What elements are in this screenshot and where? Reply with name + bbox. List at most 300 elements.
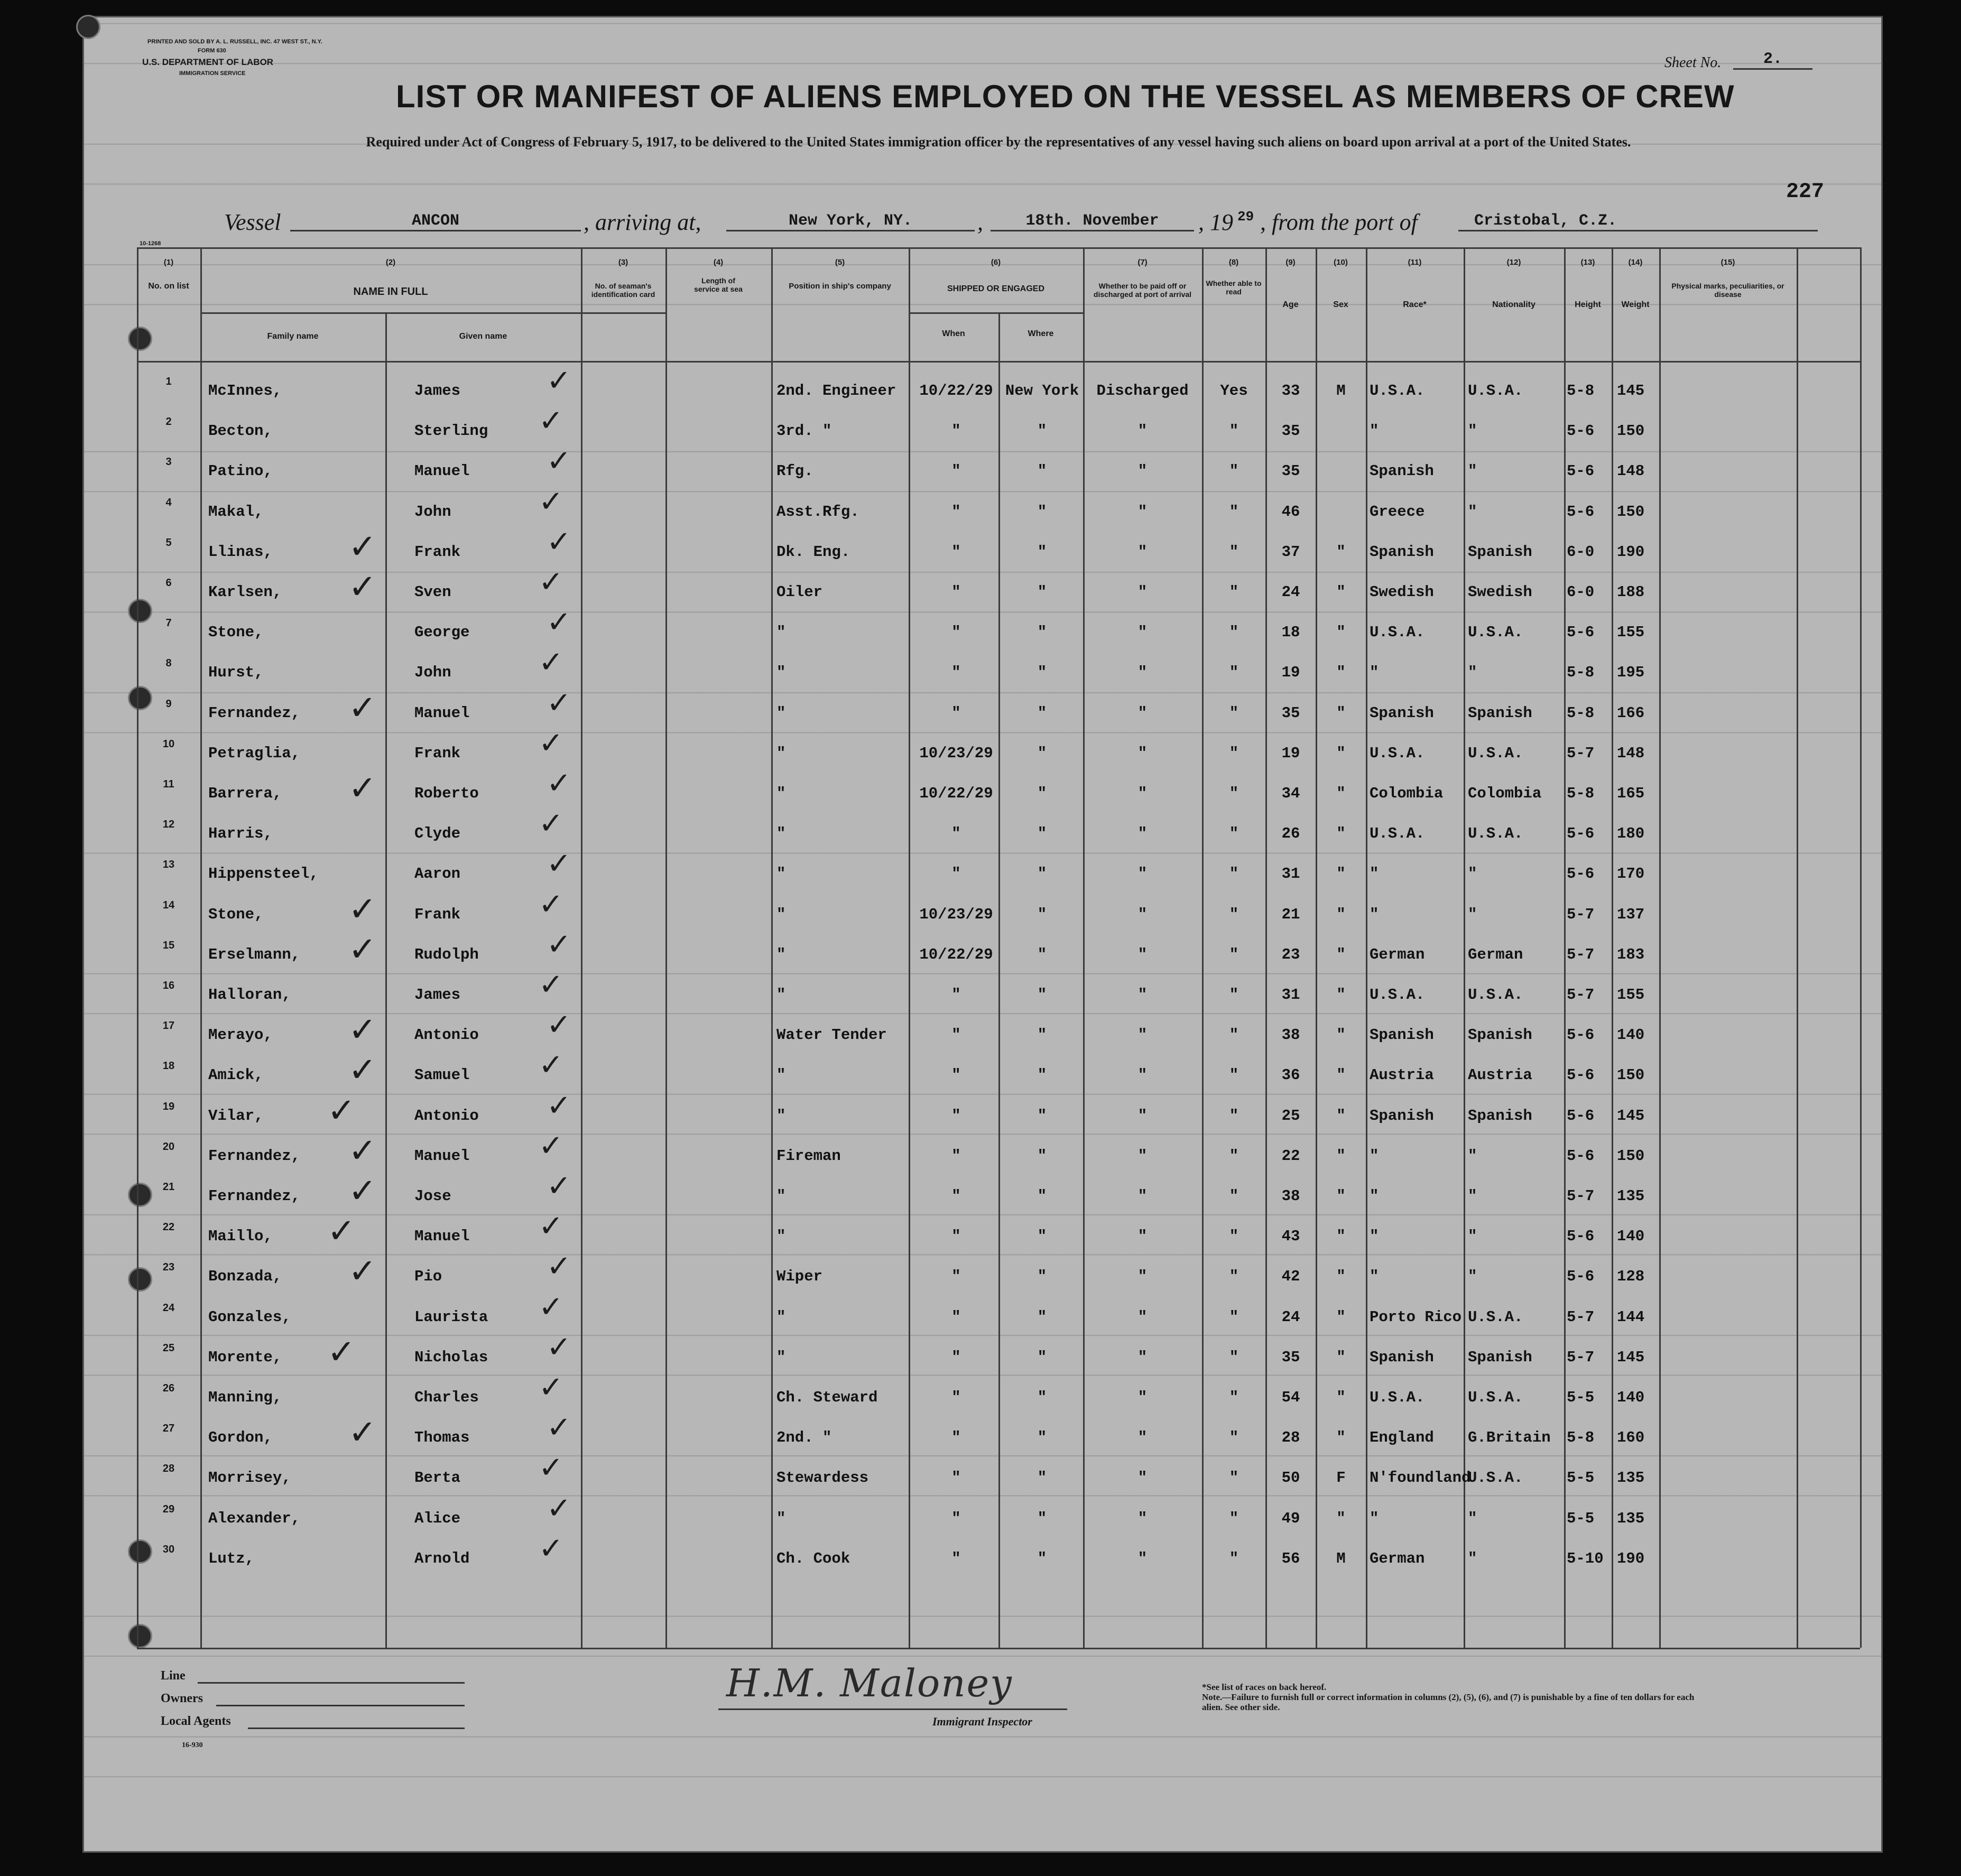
requirement-text: Required under Act of Congress of February 5, 1917, to be delivered to the United States immigration officer by the representatives of any vessel having such aliens on board upon arrival at a port of the United States. [366,134,1631,150]
position: Rfg. [776,462,813,480]
able-to-read: " [1229,744,1239,762]
paid-off: " [1137,624,1148,642]
shipped-when: 10/22/29 [919,945,993,963]
race: " [1370,905,1379,923]
weight: 166 [1617,704,1645,722]
height: 5-6 [1567,1066,1595,1084]
weight: 144 [1617,1308,1645,1326]
position: " [776,785,786,802]
nationality: " [1468,422,1477,440]
check-mark-icon: ✓ [539,1048,563,1083]
nationality: Spanish [1468,704,1532,722]
height: 5-6 [1567,825,1595,843]
family-name: Fernandez, [208,704,301,722]
position: Ch. Steward [776,1389,878,1406]
sex: " [1336,1348,1346,1366]
shipped-when: " [951,704,961,722]
shipped-when: " [951,422,961,440]
family-name: Fernandez, [208,1147,301,1165]
weight: 165 [1617,785,1645,802]
shipped-where: " [1037,462,1047,480]
nationality: U.S.A. [1468,1469,1523,1487]
col-2-label: NAME IN FULL [353,286,428,298]
position: " [776,1228,786,1246]
nationality: Spanish [1468,1348,1532,1366]
sex: M [1336,1549,1346,1567]
paid-off: " [1137,1549,1148,1567]
col-4-label: Length of service at sea [694,276,743,293]
shipped-when: " [951,1228,961,1246]
shipped-where: " [1037,1268,1047,1286]
family-name: Llinas, [208,543,273,561]
col-9-label: Age [1282,300,1299,309]
age: 18 [1281,624,1300,642]
paid-off: " [1137,1469,1148,1487]
check-mark-icon: ✓ [327,1091,356,1130]
paid-off: " [1137,1308,1148,1326]
shipped-when: " [951,1389,961,1406]
age: 42 [1281,1268,1300,1286]
family-name: Maillo, [208,1228,273,1246]
age: 38 [1281,1026,1300,1044]
given-name: Pio [414,1268,442,1286]
shipped-where: " [1037,1509,1047,1527]
given-name: Frank [414,543,461,561]
check-mark-icon: ✓ [539,806,563,841]
age: 35 [1281,1348,1300,1366]
position: " [776,905,786,923]
check-mark-icon: ✓ [547,1410,571,1445]
shipped-when: " [951,1107,961,1125]
row-number: 29 [162,1503,175,1515]
able-to-read: " [1229,905,1239,923]
height: 5-6 [1567,503,1595,521]
given-name: Frank [414,905,461,923]
able-to-read: " [1229,1187,1239,1205]
shipped-when: 10/23/29 [919,905,993,923]
form-number: FORM 630 [198,48,226,54]
position: " [776,825,786,843]
able-to-read: " [1229,1268,1239,1286]
given-name: Berta [414,1469,461,1487]
age: 19 [1281,664,1300,682]
shipped-when: 10/23/29 [919,744,993,762]
given-name: Frank [414,744,461,762]
family-name: Stone, [208,905,264,923]
age: 31 [1281,986,1300,1004]
sex: " [1336,945,1346,963]
col-13-number: (13) [1580,258,1595,267]
col-10-label: Sex [1333,300,1348,309]
row-number: 21 [162,1181,175,1193]
shipped-where: New York [1005,382,1079,400]
position: Wiper [776,1268,823,1286]
col-6-number: (6) [991,258,1001,267]
sex: " [1336,1509,1346,1527]
check-mark-icon: ✓ [539,1289,563,1324]
age: 21 [1281,905,1300,923]
nationality: Spanish [1468,1107,1532,1125]
sex: " [1336,583,1346,601]
height: 5-6 [1567,1268,1595,1286]
given-name: Sterling [414,422,488,440]
race: Spanish [1370,1107,1434,1125]
check-mark-icon: ✓ [348,568,377,607]
race: U.S.A. [1370,744,1425,762]
able-to-read: " [1229,1147,1239,1165]
able-to-read: " [1229,624,1239,642]
sex: M [1336,382,1346,400]
given-name: Antonio [414,1107,479,1125]
paid-off: " [1137,462,1148,480]
check-mark-icon: ✓ [547,364,571,398]
height: 5-8 [1567,1429,1595,1447]
inspector-signature: H.M. Maloney [726,1661,1013,1705]
check-mark-icon: ✓ [539,645,563,680]
race: German [1370,945,1425,963]
sex: " [1336,1389,1346,1406]
row-number: 3 [165,456,172,468]
nationality: U.S.A. [1468,624,1523,642]
check-mark-icon: ✓ [348,527,377,566]
position: " [776,986,786,1004]
paid-off: " [1137,1026,1148,1044]
check-mark-icon: ✓ [547,1008,571,1043]
nationality: U.S.A. [1468,1308,1523,1326]
position: " [776,1348,786,1366]
sheet-number: 2. [1733,50,1812,70]
shipped-where: " [1037,1549,1047,1567]
given-name: Thomas [414,1429,470,1447]
weight: 135 [1617,1187,1645,1205]
given-name: Alice [414,1509,461,1527]
weight: 140 [1617,1228,1645,1246]
sex: " [1336,664,1346,682]
punch-hole [128,1267,152,1292]
punch-hole [128,1183,152,1207]
race: Spanish [1370,1026,1434,1044]
paid-off: " [1137,583,1148,601]
check-mark-icon: ✓ [348,889,377,929]
nationality: " [1468,1509,1477,1527]
department-name: U.S. DEPARTMENT OF LABOR [142,57,274,67]
penalty-footnote: Note.—Failure to furnish full or correct information in columns (2), (5), (6), and (7) is punishable by a fine of ten dollars for each alien. See other side. [1202,1692,1695,1712]
arrival-date: 18th. November [991,212,1194,231]
row-number: 6 [165,577,172,589]
check-mark-icon: ✓ [547,524,571,559]
paid-off: " [1137,1187,1148,1205]
given-name: Manuel [414,462,470,480]
nationality: Colombia [1468,785,1542,802]
shipped-where: " [1037,825,1047,843]
from-label: , from the port of [1260,209,1418,235]
row-number: 2 [165,416,172,428]
nationality: " [1468,1187,1477,1205]
shipped-where: " [1037,503,1047,521]
printer-credit: PRINTED AND SOLD BY A. L. RUSSELL, INC. 47 WEST ST., N.Y. [147,39,322,45]
age: 34 [1281,785,1300,802]
family-name: Halloran, [208,986,291,1004]
check-mark-icon: ✓ [539,1128,563,1163]
sex: " [1336,1147,1346,1165]
check-mark-icon: ✓ [547,1491,571,1526]
nationality: German [1468,945,1523,963]
arriving-port: New York, NY. [726,212,975,231]
height: 5-10 [1567,1549,1604,1567]
col-5-label: Position in ship's company [789,282,891,291]
race: " [1370,1228,1379,1246]
inspector-label: Immigrant Inspector [932,1715,1032,1728]
shipped-when: " [951,664,961,682]
given-name: John [414,503,451,521]
check-mark-icon: ✓ [348,1172,377,1211]
nationality: " [1468,1268,1477,1286]
row-number: 28 [162,1463,175,1475]
shipped-when: " [951,503,961,521]
height: 5-7 [1567,986,1595,1004]
check-mark-icon: ✓ [348,1131,377,1171]
row-number: 13 [162,859,175,871]
age: 19 [1281,744,1300,762]
weight: 135 [1617,1509,1645,1527]
shipped-when: " [951,1469,961,1487]
check-mark-icon: ✓ [539,1531,563,1566]
able-to-read: " [1229,462,1239,480]
weight: 195 [1617,664,1645,682]
paid-off: " [1137,664,1148,682]
able-to-read: " [1229,1107,1239,1125]
weight: 140 [1617,1389,1645,1406]
age: 38 [1281,1187,1300,1205]
col-7-number: (7) [1137,258,1148,267]
small-code: 10-1268 [140,240,161,247]
given-name: Laurista [414,1308,488,1326]
family-name: Alexander, [208,1509,301,1527]
age: 35 [1281,704,1300,722]
sex: " [1336,1066,1346,1084]
age: 22 [1281,1147,1300,1165]
nationality: " [1468,865,1477,883]
given-name: Manuel [414,1147,470,1165]
departure-port: Cristobal, C.Z. [1458,212,1818,231]
race: U.S.A. [1370,986,1425,1004]
race: Austria [1370,1066,1434,1084]
col-1-number: (1) [163,258,174,267]
row-number: 9 [165,698,172,710]
given-name: Jose [414,1187,451,1205]
paid-off: " [1137,1107,1148,1125]
shipped-where: " [1037,744,1047,762]
shipped-when: " [951,1187,961,1205]
line-label: Line [161,1669,186,1683]
given-name: John [414,664,451,682]
height: 5-6 [1567,422,1595,440]
nationality: U.S.A. [1468,1389,1523,1406]
shipped-where: " [1037,905,1047,923]
given-name: Arnold [414,1549,470,1567]
sex: " [1336,1429,1346,1447]
paid-off: " [1137,1348,1148,1366]
weight: 148 [1617,744,1645,762]
position: " [776,704,786,722]
service-name: IMMIGRATION SERVICE [179,70,246,77]
sex: " [1336,744,1346,762]
weight: 160 [1617,1429,1645,1447]
race: U.S.A. [1370,624,1425,642]
nationality: " [1468,1228,1477,1246]
race: U.S.A. [1370,382,1425,400]
race: Spanish [1370,1348,1434,1366]
row-number: 8 [165,657,172,670]
check-mark-icon: ✓ [539,484,563,519]
family-name: Vilar, [208,1107,264,1125]
able-to-read: " [1229,1549,1239,1567]
punch-hole [76,15,100,39]
race: U.S.A. [1370,1389,1425,1406]
sex: " [1336,543,1346,561]
age: 36 [1281,1066,1300,1084]
weight: 135 [1617,1469,1645,1487]
weight: 140 [1617,1026,1645,1044]
position: " [776,1308,786,1326]
nationality: U.S.A. [1468,744,1523,762]
row-number: 10 [162,738,175,750]
family-name: Gordon, [208,1429,273,1447]
position: " [776,1107,786,1125]
check-mark-icon: ✓ [327,1332,356,1372]
races-footnote: *See list of races on back hereof. [1202,1682,1327,1692]
race: " [1370,1268,1379,1286]
position: " [776,1509,786,1527]
given-name: Antonio [414,1026,479,1044]
family-name: Amick, [208,1066,264,1084]
row-number: 27 [162,1423,175,1435]
shipped-where: " [1037,1107,1047,1125]
row-number: 26 [162,1382,175,1394]
manifest-sheet: PRINTED AND SOLD BY A. L. RUSSELL, INC. 47 WEST ST., N.Y. FORM 630 U.S. DEPARTMENT OF LABOR IMMIGRATION SERVICE Sheet No. 2. LIST OR MANIFEST OF ALIENS EMPLOYED ON THE VESSEL AS MEMBERS OF CREW Required under Act of Congress of February 5, 1917, to be delivered to the United States immigration officer by the representatives of any vessel having such aliens on board upon arrival at a port of the United States. 227 Vessel ANCON , arriving at, New York, NY. , 18th. November , 19 29 , from the port of Cristobal, C.Z. 10-1268 (1) No. on list (2) NAME IN FULL Family name Given name (3) No. of seaman's identification card (4) Length of service at sea (5) Position in ship's company (6) SHIPPED OR ENGAGED When Where (7) Whether to be paid off or discharged at port of arrival (8) Whether able to read (9) Age (10) Sex (11) Race* (12) Nationality (13) Height (14) Weight (15) Physical marks, peculiarities, or disease 1 McInnes, James 2nd. Engineer 10/22/29 New York Discharged Yes 33 M U.S.A. U.S.A. 5-8 145 2 Becton, Sterling 3rd. " " " " " 35 " " 5-6 150 3 Patino, Manuel Rfg. " " " " 35 Spanish " 5-6 148 4 Makal, John Asst.Rfg. " " " " 46 Greece " 5-6 150 5 Llinas, Frank Dk. Eng. " " " " 37 " Spanish Spanish 6-0 190 6 Karlsen, Sven Oiler " " " " 24 " Swedish Swedish 6-0 188 7 Stone, George " " " " " 18 " U.S.A. U.S.A. 5-6 155 8 Hurst, John " " " " " 19 " " " 5-8 195 9 Fernandez, Manuel " " " " " 35 " Spanish Spanish 5-8 166 10 Petraglia, Frank " 10/23/29 " " " 19 " U.S.A. U.S.A. 5-7 148 11 Barrera, Roberto " 10/22/29 " " " 34 " Colombia Colombia 5-8 165 12 Harris, Clyde " " " " " 26 " U.S.A. U.S.A. 5-6 180 13 Hippensteel, Aaron " " " " " 31 " " " 5-6 170 14 Stone, Frank " 10/23/29 " " " 21 " " " 5-7 137 15 Erselmann, Rudolph " 10/22/29 " " " 23 " German German 5-7 183 16 Halloran, James " " " " " 31 " U.S.A. U.S.A. 5-7 155 17 Merayo, Antonio Water Tender " " " " 38 " Spanish Spanish 5-6 140 18 Amick, Samuel " " " " " 36 " Austria Austria 5-6 150 19 Vilar, Antonio " " " " " 25 " Spanish Spanish 5-6 145 20 Fernandez, Manuel Fireman " " " " 22 " " " 5-6 150 21 Fernandez, Jose " " " " " 38 " " " 5-7 135 22 Maillo, Manuel " " " " " 43 " " " 5-6 140 23 Bonzada, Pio Wiper " " " " 42 " " " 5-6 128 24 Gonzales, Laurista " " " " " 24 " Porto Rico U.S.A. 5-7 144 25 Morente, Nicholas " " " " " 35 " Spanish Spanish 5-7 145 26 Manning, Charles Ch. Steward " " " " 54 " U.S.A. U.S.A. 5-5 140 27 Gordon, Thomas 2nd. " " " " " 28 " England G.Britain 5-8 160 28 Morrisey, Berta Stewardess " " " " 50 F N'foundland U.S.A. 5-5 135 29 Alexander, Alice " " " " " 49 " " " 5-5 135 30 Lutz, Arnold Ch. Cook " " " " 56 M German " 5-10 190 ✓ ✓ ✓ ✓ ✓ ✓ ✓ ✓ ✓ ✓ ✓ ✓ ✓ ✓ ✓ ✓ ✓ ✓ ✓ ✓ ✓ ✓ ✓ ✓ ✓ ✓ ✓ ✓ ✓ ✓ ✓ ✓ ✓ ✓ ✓ ✓ ✓ ✓ ✓ ✓ ✓ ✓ ✓ ✓ ✓ Line Owners Local Agents 16-930 H.M. Maloney Immigrant Inspector *See list of races on back hereof. Note.—Failure to furnish full or correct information in columns (2), (5), (6), and (7) is punishable by a fine of ten dollars for each alien. See other side. [82,16,1883,1853]
col-4-number: (4) [713,258,724,267]
age: 25 [1281,1107,1300,1125]
sex: " [1336,704,1346,722]
shipped-where: " [1037,704,1047,722]
page-number: 227 [1786,180,1825,204]
able-to-read: " [1229,543,1239,561]
row-number: 17 [162,1020,175,1032]
row-number: 19 [162,1100,175,1112]
age: 54 [1281,1389,1300,1406]
check-mark-icon: ✓ [547,766,571,801]
position: 2nd. Engineer [776,382,896,400]
owners-label: Owners [161,1692,203,1705]
race: England [1370,1429,1434,1447]
weight: 148 [1617,462,1645,480]
nationality: Swedish [1468,583,1532,601]
sex: " [1336,1026,1346,1044]
row-number: 22 [162,1221,175,1233]
shipped-where: " [1037,1389,1047,1406]
height: 5-6 [1567,1147,1595,1165]
height: 5-8 [1567,704,1595,722]
paid-off: " [1137,986,1148,1004]
shipped-where: " [1037,664,1047,682]
check-mark-icon: ✓ [348,1252,377,1292]
paid-off: " [1137,865,1148,883]
weight: 150 [1617,1147,1645,1165]
col-12-label: Nationality [1492,300,1536,309]
height: 5-7 [1567,905,1595,923]
position: " [776,1187,786,1205]
able-to-read: " [1229,1348,1239,1366]
weight: 155 [1617,986,1645,1004]
col-8-number: (8) [1228,258,1239,267]
race: " [1370,664,1379,682]
sex: " [1336,1187,1346,1205]
able-to-read: " [1229,1066,1239,1084]
able-to-read: " [1229,1389,1239,1406]
family-name: Stone, [208,624,264,642]
nationality: " [1468,462,1477,480]
shipped-when: " [951,1026,961,1044]
col-14-number: (14) [1628,258,1643,267]
position: " [776,1066,786,1084]
height: 5-6 [1567,1228,1595,1246]
shipped-when: " [951,583,961,601]
paid-off: " [1137,1429,1148,1447]
check-mark-icon: ✓ [547,1169,571,1203]
col-10-number: (10) [1334,258,1348,267]
shipped-when: " [951,1066,961,1084]
height: 5-5 [1567,1389,1595,1406]
when-header: When [942,329,965,338]
able-to-read: " [1229,1228,1239,1246]
height: 5-7 [1567,1187,1595,1205]
year-suffix: 29 [1237,209,1254,225]
check-mark-icon: ✓ [348,1413,377,1453]
age: 31 [1281,865,1300,883]
weight: 188 [1617,583,1645,601]
height: 5-5 [1567,1469,1595,1487]
shipped-when: " [951,865,961,883]
shipped-when: " [951,624,961,642]
shipped-when: " [951,1509,961,1527]
position: 3rd. " [776,422,832,440]
family-name: Morrisey, [208,1469,291,1487]
race: Spanish [1370,704,1434,722]
shipped-when: " [951,1147,961,1165]
given-name: Aaron [414,865,461,883]
year-prefix: 19 [1210,209,1233,235]
shipped-where: " [1037,1066,1047,1084]
family-name: Barrera, [208,785,282,802]
row-number: 25 [162,1342,175,1354]
height: 5-8 [1567,664,1595,682]
col-11-number: (11) [1408,258,1422,267]
paid-off: " [1137,1066,1148,1084]
paid-off: " [1137,1228,1148,1246]
age: 33 [1281,382,1300,400]
position: " [776,744,786,762]
vessel-label: Vessel [224,209,281,235]
shipped-when: " [951,1308,961,1326]
check-mark-icon: ✓ [348,688,377,728]
row-number: 16 [162,980,175,991]
nationality: U.S.A. [1468,382,1523,400]
age: 43 [1281,1228,1300,1246]
paid-off: " [1137,704,1148,722]
race: Spanish [1370,462,1434,480]
age: 26 [1281,825,1300,843]
nationality: U.S.A. [1468,986,1523,1004]
